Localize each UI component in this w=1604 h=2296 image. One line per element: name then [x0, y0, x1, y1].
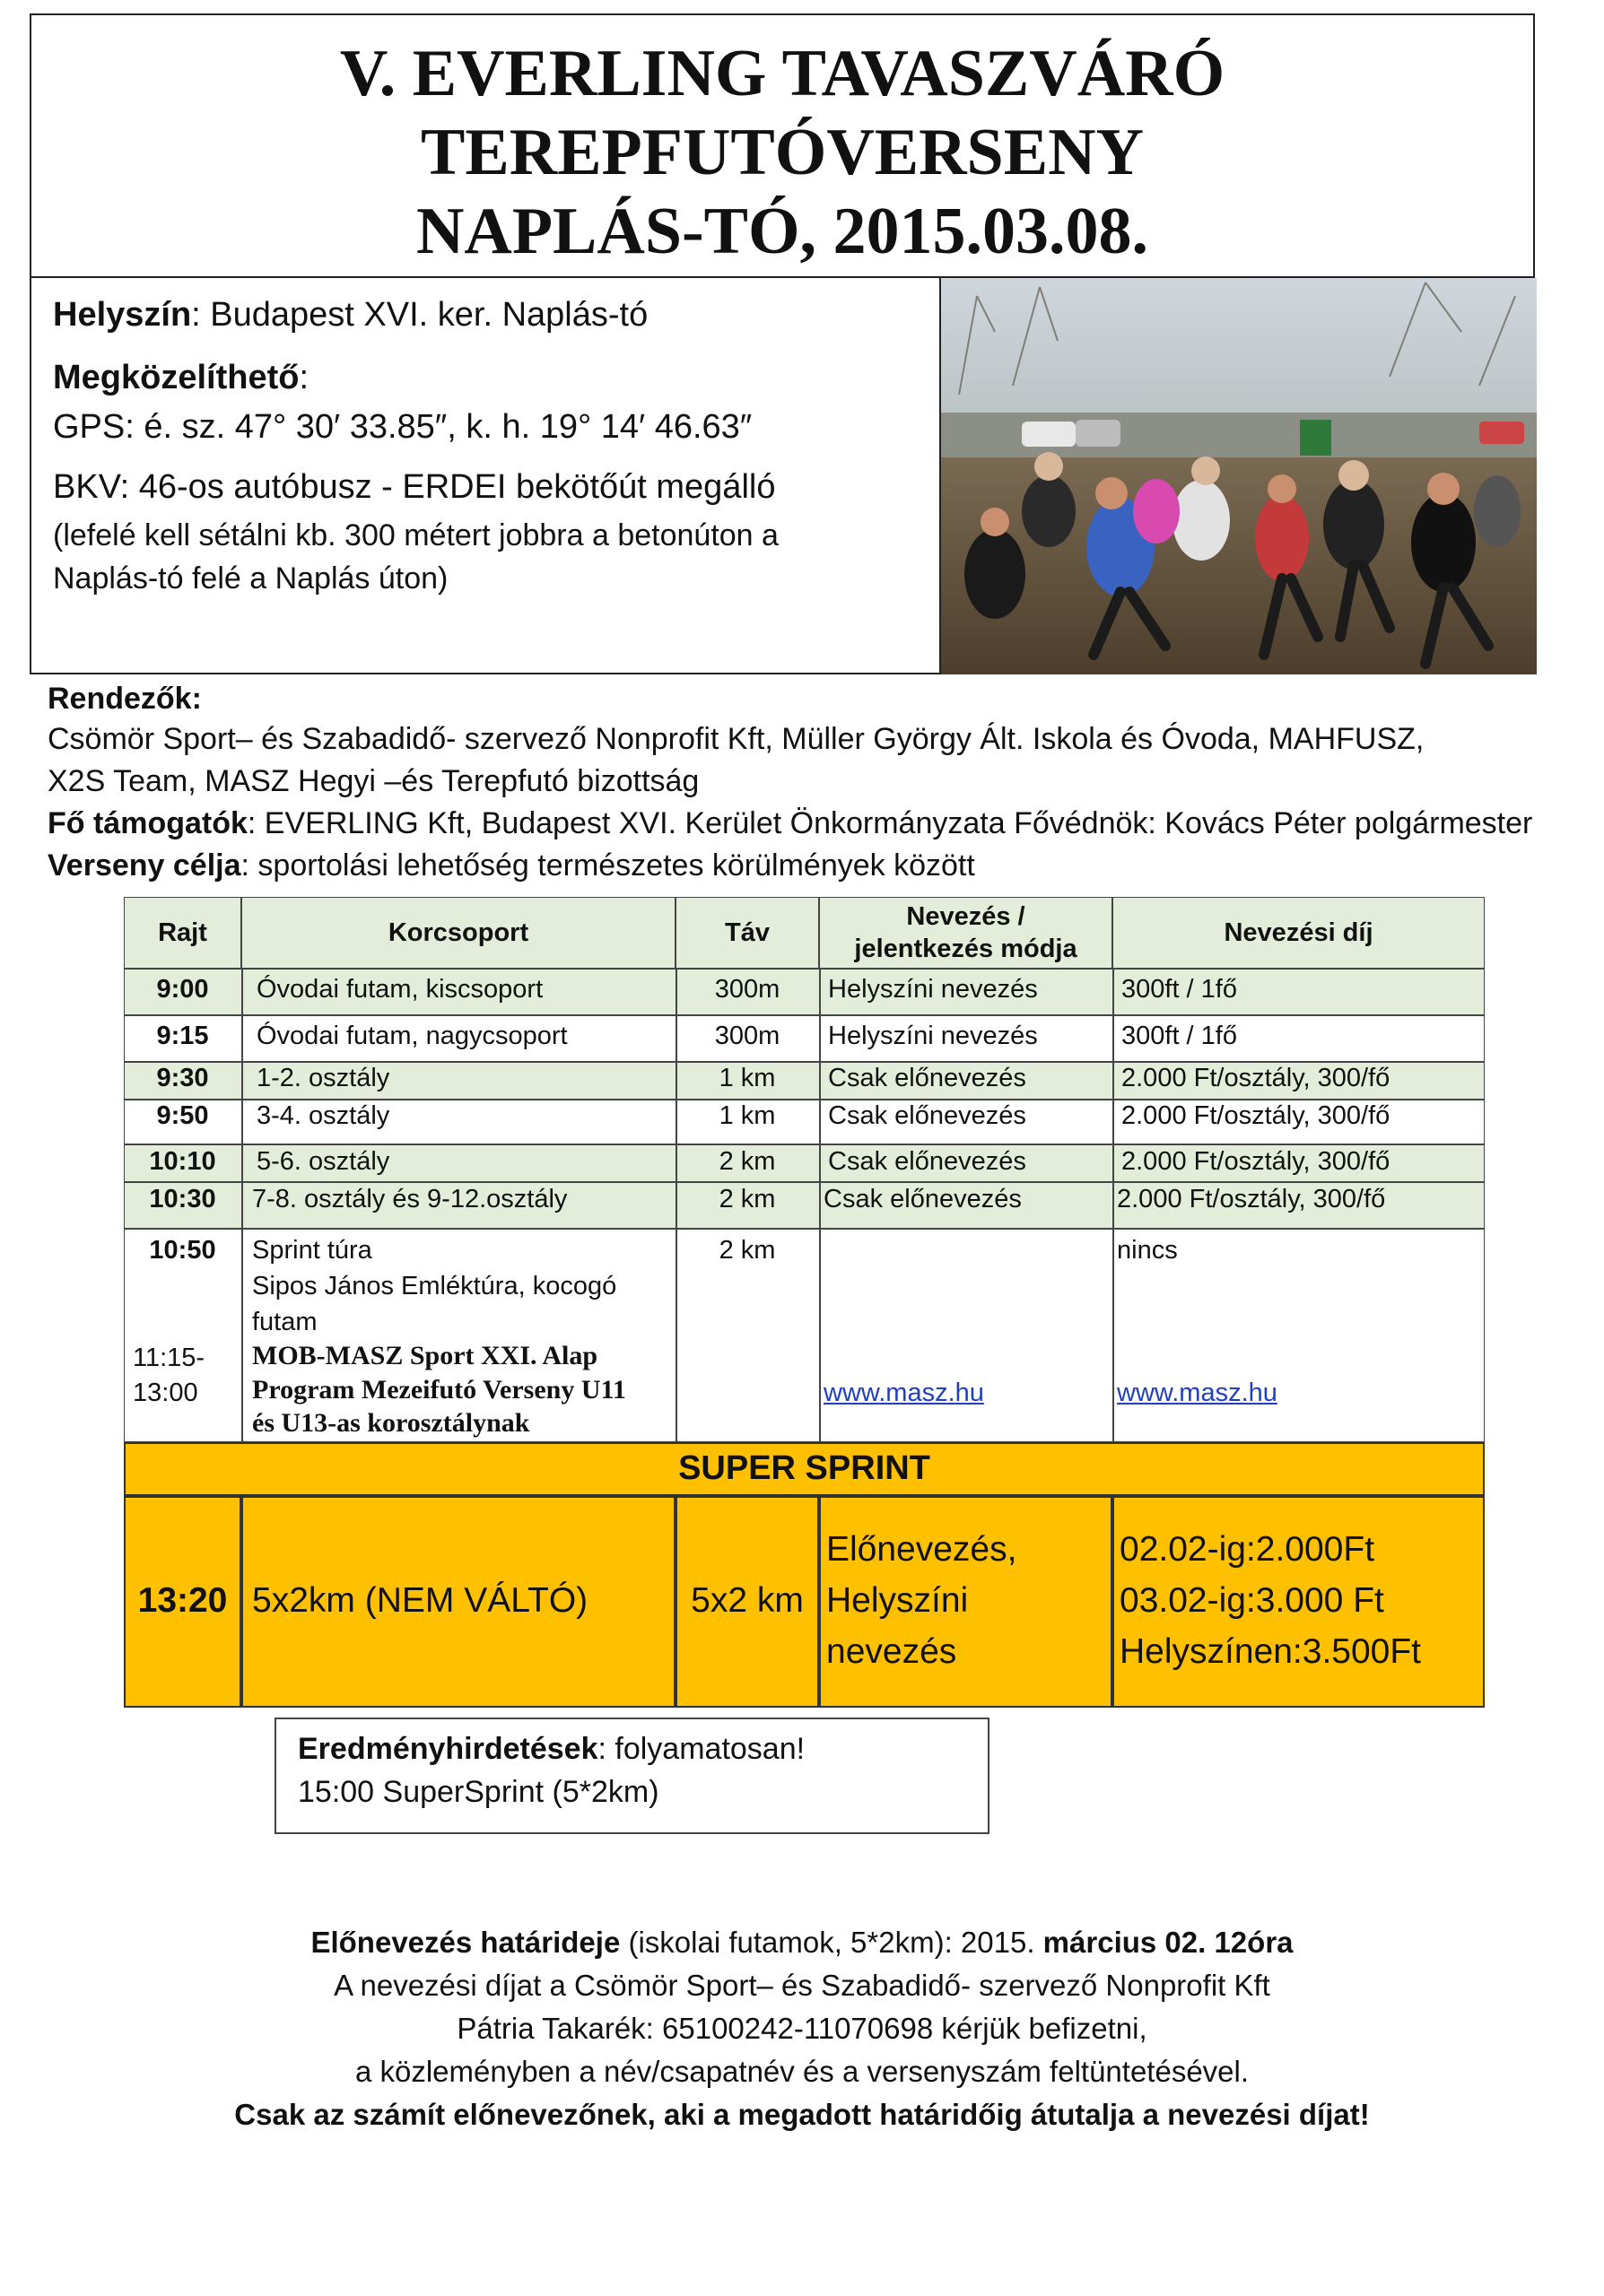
title-box: [30, 13, 1535, 278]
deadline-date: március 02. 12óra: [1042, 1926, 1294, 1959]
header-entry-mode: [819, 897, 1112, 969]
row-4-entry: Csak előnevezés: [828, 1101, 1026, 1130]
row-2-time: 9:15: [156, 1022, 209, 1050]
row-3-category: 1-2. osztály: [257, 1064, 390, 1092]
organizers-line-1: Csömör Sport– és Szabadidő- szervező Nonprofit Kft, Müller György Ált. Iskola és Óvoda, MAHFUSZ,: [48, 722, 1425, 756]
col-line-3: [819, 969, 821, 1442]
title-line-2: TEREPFUTÓVERSENY: [421, 116, 1144, 189]
col-line-4: [1112, 969, 1114, 1442]
deadline-label: Előnevezés határideje: [310, 1926, 621, 1959]
access-colon: :: [299, 359, 309, 396]
ss-entry-line-2: Helyszíni: [826, 1581, 969, 1620]
walk-line-2: Naplás-tó felé a Naplás úton): [53, 561, 449, 596]
footer-line-5: Csak az számít előnevezőnek, aki a megadott határidőig átutalja a nevezési díjat!: [234, 2098, 1370, 2131]
runners-photo-graphic: [941, 278, 1537, 674]
ss-fee-line-3: Helyszínen:3.500Ft: [1120, 1632, 1422, 1671]
row-5-category: 5-6. osztály: [257, 1147, 390, 1176]
access-label: Megközelíthető: [53, 359, 300, 396]
goal-line: [48, 848, 975, 883]
footer-line-2: A nevezési díjat a Csömör Sport– és Szabadidő- szervező Nonprofit Kft: [334, 1969, 1270, 2002]
info-box: [30, 278, 941, 674]
super-sprint-title: SUPER SPRINT: [678, 1449, 930, 1487]
deadline-mid: (iskolai futamok, 5*2km): 2015.: [620, 1926, 1043, 1959]
ss-name: 5x2km (NEM VÁLTÓ): [252, 1581, 588, 1620]
row-1-fee: 300ft / 1fő: [1121, 975, 1237, 1004]
results-box: [275, 1718, 989, 1834]
row-7-category-line-4: MOB-MASZ Sport XXI. Alap: [252, 1341, 598, 1370]
row-4-fee: 2.000 Ft/osztály, 300/fő: [1121, 1101, 1390, 1130]
ss-entry-line-1: Előnevezés,: [826, 1530, 1017, 1569]
goal-label: Verseny célja: [48, 848, 241, 883]
row-4-distance: 1 km: [719, 1101, 776, 1130]
row-7-category-line-2: Sipos János Emléktúra, kocogó: [252, 1272, 617, 1300]
results-line-2: 15:00 SuperSprint (5*2km): [298, 1775, 659, 1809]
row-1-category: Óvodai futam, kiscsoport: [257, 975, 544, 1004]
ss-time: 13:20: [137, 1581, 228, 1620]
row-6-fee: 2.000 Ft/osztály, 300/fő: [1117, 1185, 1386, 1213]
row-7-category-line-1: Sprint túra: [252, 1236, 372, 1265]
row-6-entry: Csak előnevezés: [824, 1185, 1022, 1213]
runners-photo: [941, 278, 1537, 674]
sponsors-line: [48, 806, 1532, 841]
row-7-time-range-start: 11:15-: [133, 1344, 205, 1372]
row-7-distance: 2 km: [719, 1236, 776, 1265]
title-line-1: V. EVERLING TAVASZVÁRÓ: [339, 37, 1225, 110]
results-value: : folyamatosan!: [597, 1732, 806, 1766]
goal-value: : sportolási lehetőség természetes körülmények között: [240, 848, 975, 883]
header-start: Rajt: [124, 897, 241, 969]
row-6-distance: 2 km: [719, 1185, 776, 1213]
row-5-time: 10:10: [149, 1147, 216, 1176]
walk-line-1: (lefelé kell sétálni kb. 300 métert jobbra a betonúton a: [53, 518, 779, 552]
row-2-distance: 300m: [714, 1022, 780, 1050]
ss-distance: 5x2 km: [691, 1581, 804, 1620]
row-6-category: 7-8. osztály és 9-12.osztály: [252, 1185, 568, 1213]
row-7-category-line-3: futam: [252, 1308, 318, 1336]
organizers-line-2: X2S Team, MASZ Hegyi –és Terepfutó bizottság: [48, 764, 700, 798]
location-line: [53, 296, 648, 335]
footer-line-3: Pátria Takarék: 65100242-11070698 kérjük befizetni,: [457, 2012, 1147, 2045]
footer-line-4: a közleményben a név/csapatnév és a versenyszám feltüntetésével.: [354, 2055, 1250, 2088]
row-7-time-range-end: 13:00: [133, 1378, 198, 1407]
row-2-entry: Helyszíni nevezés: [828, 1022, 1038, 1050]
col-line-1: [241, 969, 243, 1442]
row-5-entry: Csak előnevezés: [828, 1147, 1026, 1176]
header-category: Korcsoport: [241, 897, 676, 969]
row-7-fee: nincs: [1117, 1236, 1178, 1265]
super-sprint-section: [124, 1442, 1485, 1708]
row-7-time: 10:50: [149, 1236, 216, 1265]
ss-entry-line-3: nevezés: [826, 1632, 957, 1671]
access-line: [53, 359, 309, 397]
row-1-entry: Helyszíni nevezés: [828, 975, 1038, 1004]
location-value: : Budapest XVI. ker. Naplás-tó: [191, 296, 649, 334]
sponsors-label: Fő támogatók: [48, 806, 248, 840]
gps-line: GPS: é. sz. 47° 30′ 33.85″, k. h. 19° 14′ 46.63″: [53, 408, 753, 446]
deadline-line: [0, 1926, 1604, 1960]
results-label: Eredményhirdetések: [298, 1732, 598, 1766]
row-3-distance: 1 km: [719, 1064, 776, 1092]
row-1-time: 9:00: [156, 975, 209, 1004]
row-7-category-line-6: és U13-as korosztálynak: [252, 1408, 530, 1438]
schedule-table: [124, 897, 1485, 1442]
row-5-distance: 2 km: [719, 1147, 776, 1176]
bkv-line: BKV: 46-os autóbusz - ERDEI bekötőút megálló: [53, 468, 776, 506]
row-7-fee-link[interactable]: www.masz.hu: [1117, 1378, 1277, 1407]
header-fee: Nevezési díj: [1112, 897, 1485, 969]
ss-fee-line-1: 02.02-ig:2.000Ft: [1120, 1530, 1375, 1569]
row-3-entry: Csak előnevezés: [828, 1064, 1026, 1092]
header-entry-mode-line-2: jelentkezés módja: [854, 935, 1077, 963]
header-distance: Táv: [676, 897, 819, 969]
row-2-fee: 300ft / 1fő: [1121, 1022, 1237, 1050]
row-3-time: 9:30: [156, 1064, 209, 1092]
row-2-category: Óvodai futam, nagycsoport: [257, 1022, 568, 1050]
ss-fee-line-2: 03.02-ig:3.000 Ft: [1120, 1581, 1384, 1620]
row-4-time: 9:50: [156, 1101, 209, 1130]
organizers-label: Rendezők:: [48, 682, 202, 716]
row-7-category-line-5: Program Mezeifutó Verseny U11: [252, 1375, 626, 1405]
row-1-distance: 300m: [714, 975, 780, 1004]
title-line-3: NAPLÁS-TÓ, 2015.03.08.: [415, 195, 1149, 268]
row-5-fee: 2.000 Ft/osztály, 300/fő: [1121, 1147, 1390, 1176]
sponsors-value: : EVERLING Kft, Budapest XVI. Kerület Önkormányzata Fővédnök: Kovács Péter polgármester: [247, 806, 1533, 840]
row-4-category: 3-4. osztály: [257, 1101, 390, 1130]
results-line-1: [298, 1732, 805, 1767]
row-7-entry-link[interactable]: www.masz.hu: [824, 1378, 984, 1407]
row-3-fee: 2.000 Ft/osztály, 300/fő: [1121, 1064, 1390, 1092]
header-entry-mode-line-1: Nevezés /: [906, 902, 1025, 931]
row-6-time: 10:30: [149, 1185, 216, 1213]
location-label: Helyszín: [53, 296, 192, 334]
